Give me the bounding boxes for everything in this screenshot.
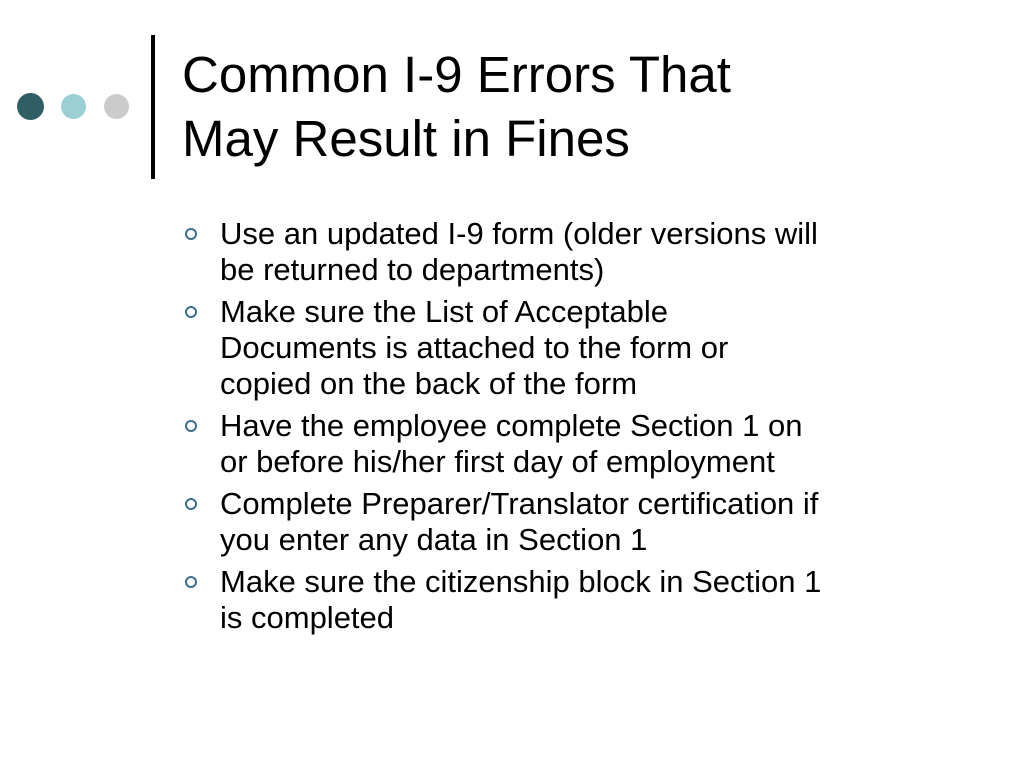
bullet-text-line: Make sure the citizenship block in Section 1 <box>220 564 822 599</box>
dark-teal-dot-icon <box>17 93 44 120</box>
bullet-list <box>182 216 962 642</box>
decorative-dots <box>17 93 137 121</box>
bullet-circle-icon <box>185 576 197 588</box>
bullet-circle-icon <box>185 420 197 432</box>
title-line: May Result in Fines <box>182 110 630 167</box>
title-divider <box>151 35 155 179</box>
title-line: Common I-9 Errors That <box>182 46 731 103</box>
bullet-text-line: be returned to departments) <box>220 252 605 287</box>
bullet-text-line: Have the employee complete Section 1 on <box>220 408 803 443</box>
bullet-circle-icon <box>185 228 197 240</box>
bullet-text-line: or before his/her first day of employment <box>220 444 775 479</box>
gray-dot-icon <box>104 94 129 119</box>
bullet-text-line: you enter any data in Section 1 <box>220 522 648 557</box>
bullet-text-line: Make sure the List of Acceptable <box>220 294 669 329</box>
light-teal-dot-icon <box>61 94 86 119</box>
bullet-circle-icon <box>185 498 197 510</box>
bullet-text-line: is completed <box>220 600 395 635</box>
bullet-item <box>182 564 962 636</box>
bullet-text-line: Complete Preparer/Translator certification if <box>220 486 819 521</box>
bullet-item <box>182 408 962 480</box>
bullet-item <box>182 486 962 558</box>
bullet-text-line: copied on the back of the form <box>220 366 638 401</box>
slide-title <box>182 43 982 171</box>
bullet-text-line: Documents is attached to the form or <box>220 330 729 365</box>
bullet-item <box>182 294 962 402</box>
bullet-circle-icon <box>185 306 197 318</box>
bullet-item <box>182 216 962 288</box>
bullet-text-line: Use an updated I-9 form (older versions will <box>220 216 818 251</box>
